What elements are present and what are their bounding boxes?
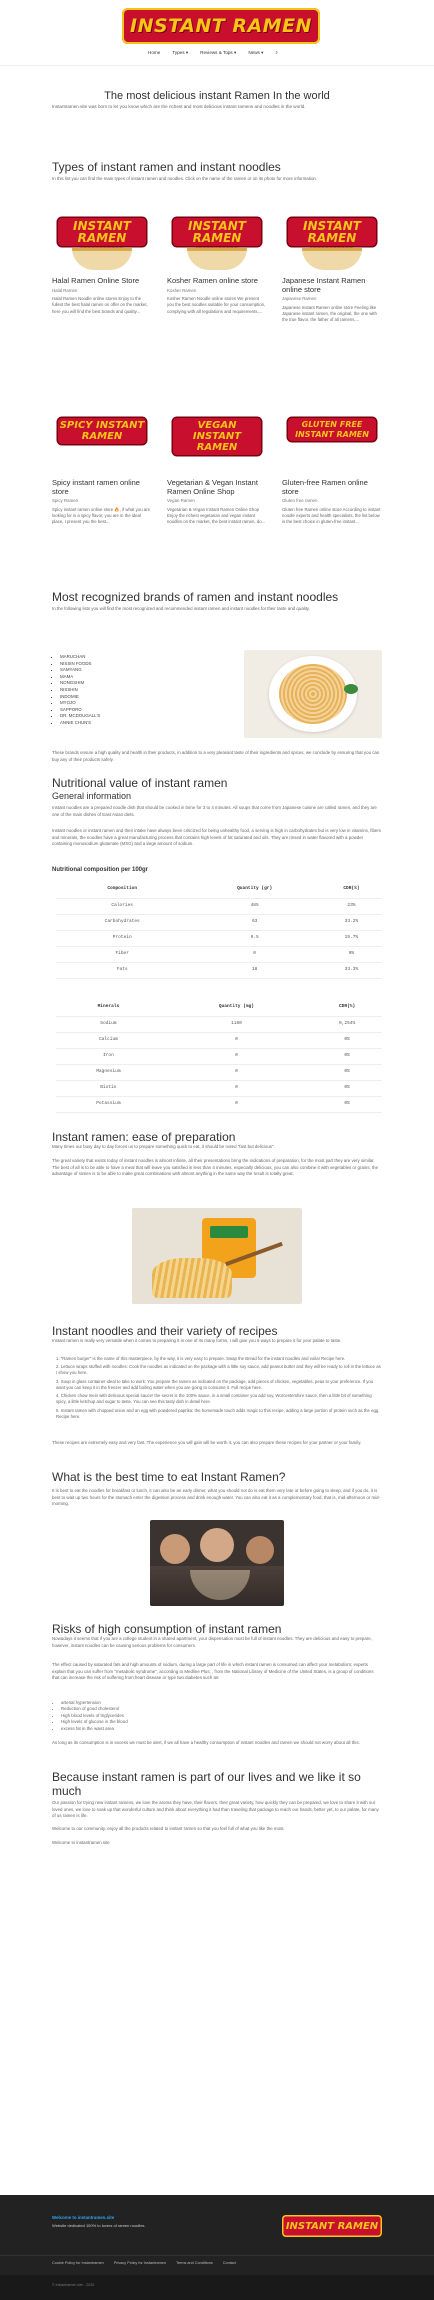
footer-welcome: Welcome to instantramen.site [52,2215,115,2220]
card-title[interactable]: Vegetarian & Vegan Instant Ramen Online Shop [167,478,258,496]
card-category[interactable]: Spicy Ramen [52,498,79,504]
table-cell: 63 [188,914,320,930]
table-cell: 23% [321,898,382,914]
chevron-down-icon: ▾ [234,50,237,55]
types-title: Types of instant ramen and instant noodles [52,160,281,174]
table-row [56,930,382,946]
list-item[interactable]: 4. Chicken chow mein with delicious special sauce! the secret is the 100% sauce, in a small container you add soy, Worcestershire sauce, then a little bit of something spicy, a little ketchup and sugar to taste. You can see this tasty dish in detail here. [56,1393,372,1405]
table-cell: 0% [312,1064,382,1080]
footer-link-terms[interactable]: Terms and Conditions [176,2261,213,2265]
card-image[interactable] [282,414,382,476]
table-cell: 33.2% [321,914,382,930]
table-cell: 0% [321,946,382,962]
table-cell: 33.3% [321,962,382,978]
card-title[interactable]: Kosher Ramen online store [167,276,258,285]
site-header [0,0,434,66]
person-graphic [200,1528,234,1562]
table-cell: 0 [161,1064,312,1080]
table-cell: 0% [312,1080,382,1096]
nav-item-types[interactable] [172,50,188,57]
site-footer [0,2195,434,2300]
ease-p1: Many times our busy day to day forces us to prepare something quick to eat, it should be noted "fast but delicious". [52,1144,275,1149]
type-card[interactable] [52,212,152,315]
card-category[interactable]: Kosher Ramen [167,287,197,293]
brands-list [56,654,100,727]
list-item[interactable]: 3. Soup in glass container ideal to take to work: You prepare the ramen as indicated on the package, add pieces of chicken, vegetables, peas to your preference. If you want you can keep it in the freezer and add boiling water when you are going to consume it. Full recipe here. [56,1378,374,1390]
card-image[interactable] [282,212,382,274]
list-item[interactable]: 5. Instant ramen with chopped onion and an egg with powdered paprika: the homemade touch adds magic to this recipe, adding a large portion of protein such as the egg. Recipe here. [56,1407,380,1419]
table-row [56,898,382,914]
package-label-graphic [210,1226,248,1238]
people-eating-photo [150,1520,284,1606]
main-nav [148,50,278,57]
card-excerpt: Gluten free Ramen online store According to instant noodle experts and health specialists, the list below is the best choice in gluten-free instant... [282,506,381,525]
card-category[interactable]: Gluten free ramen [282,498,318,504]
chevron-down-icon: ▾ [185,50,189,55]
table-cell: Potassium [56,1096,161,1112]
ease-p2: The great variety that exists today of instant noodles is almost infinite, all their presentations bring the indications of preparation, for the most part they are very similar. The best of all is to be able to have a meal that will leave you satisfied in less than 4 minutes, especially delicious, you can also combine it with vegetables or grains, the advantage of ramen is to be able to make great combinations with almost anything in the same way the result is totally great. [52,1158,379,1177]
noodles-photo [244,650,382,738]
brands-title: Most recognized brands of ramen and instant noodles [52,590,339,604]
table-cell: Fats [56,962,188,978]
list-item: • High blood levels of triglycerides [61,1713,128,1719]
nav-item-reviews[interactable] [200,50,236,57]
card-category[interactable]: Vegan Ramen [167,498,195,504]
card-badge: SPICY INSTANT RAMEN [59,420,145,442]
table-cell: Magnesium [56,1064,161,1080]
list-item[interactable]: 2. Lettuce wraps stuffed with noodles: Cook the noodles as indicated on the package with a little soy sauce, add peanut butter and they will be ready to roll in the lettuce as I show you here. [56,1364,381,1376]
footer-links [52,2261,236,2267]
card-badge: INSTANT RAMEN [288,218,376,246]
type-card[interactable] [167,414,267,526]
list-item: • arterial hypertension [61,1700,128,1706]
card-excerpt: Spicy instant ramen online store 🔥, if what you are looking for is a spicy flavor, you are in the ideal place, I present you the best... [52,506,151,525]
footer-copyright: © instantramen.site - 2020 [52,2283,95,2287]
card-badge: VEGAN INSTANT RAMEN [173,418,261,455]
table-row [56,1080,382,1096]
table-cell: 15.7% [321,930,382,946]
table-row [56,962,382,978]
card-excerpt: Vegetarian & Vegan Instant Ramen Online Shop Enjoy the richest vegetarian and vegan instant noodles on the market, the best instant ramen, do... [167,506,266,525]
person-graphic [160,1534,190,1564]
table-header-cell: CDR(%) [312,1000,382,1016]
nav-item-reviews-label: Reviews & Tops [200,50,233,55]
list-item: ▪ NISSHIN [60,687,100,694]
card-category[interactable]: Halal Ramen [52,287,78,293]
table-cell: Carbohydrates [56,914,188,930]
footer-link-contact[interactable]: Contact [222,2261,236,2265]
table-cell: Calories [56,898,188,914]
because-p1: Our passion for trying new instant ramens, we love the aroma they have, their flavors, their great variety, how quickly they can be prepared, we love to share it with our loved ones, we love to soak up that wonderful culture and think about everything it had than traveling that package to reach our hands, better yet, to our palate, for many of us ramen is life. [52,1800,379,1819]
because-p3: Welcome to instantramen.site [52,1840,110,1845]
table-row [56,1096,382,1112]
table-cell: 0 [188,946,320,962]
hero-intro: Instantramen.site was born to let you know which are the richest and most delicious instant ramens and noodles in the world. [52,104,306,109]
nutrition-title: Nutritional value of instant ramen [52,776,228,790]
risks-p2: The effect caused by saturated fats and high amounts of sodium, during a large part of life in which instant ramen is consumed can affect your metabolism; experts explain that you can suffer from "metabolic syndrome", according to Medline Plus, , from the National Library of Medicine of the United States, is a group of conditions that can increase the risk of suffering from heart disease or type two diabetes such as: [52,1662,374,1681]
table-cell: 485 [188,898,320,914]
table-row [56,1016,382,1032]
table-cell: 9.5 [188,930,320,946]
noodle-graphic [279,664,347,724]
list-item: ▪ NISSIN FOODS [60,661,100,668]
recipes-intro: Instant ramen is really very versatile when it comes to preparing it in one of its many forms, I will give you 5 ways to prepare it for your palate to taste. [52,1338,342,1343]
shadow-graphic [150,1566,284,1606]
table-header-cell: Minerals [56,1000,161,1016]
list-item: • Reduction of good cholesterol [61,1706,128,1712]
nav-item-news-label: News [248,50,260,55]
card-excerpt: Halal Ramen Noodle online stores Enjoy to the fullest the best halal ramen on offer on the market, here you will find the best brands and quality... [52,296,148,314]
card-badge: INSTANT RAMEN [173,218,261,246]
table-header-cell: CDR(%) [321,882,382,898]
general-info-p1: Instant noodles are a prepared noodle dish that should be cooked in brine for 3 to 4 minutes. All soups that come from Japanese cuisine are called ramen, and they are one of the main dishes of East Asian diets. [52,805,377,817]
list-item: ▪ NONGSHIM [60,680,100,687]
card-category[interactable]: Japanese Ramen [282,296,317,302]
recipes-outro: These recipes are extremely easy and very fast. The experience you will gain will be worth it, you can also prepare these recipes for your partner or your family. [52,1440,362,1445]
card-image[interactable] [52,414,152,476]
table-cell: Iron [56,1048,161,1064]
table-header-cell: Quantity (mg) [161,1000,312,1016]
card-title[interactable]: Halal Ramen Online Store [52,276,140,285]
because-title: Because instant ramen is part of our lives and we like it so much [52,1770,361,1799]
table-cell: 0% [312,1048,382,1064]
table-cell: Fiber [56,946,188,962]
type-card[interactable] [282,414,382,526]
recipes-title: Instant noodles and their variety of recipes [52,1324,278,1338]
card-badge: GLUTEN FREE INSTANT RAMEN [288,418,376,441]
table-cell: 18 [188,962,320,978]
general-info-p2: Instant noodles or instant ramen and their intake have always been criticized for being unhealthy food, a serving is high in carbohydrates but is very low in vitamins, fibers and minerals, the noodles have a great manufacturing process that contains high levels of fat saturated and oils. They are rinsed in water flavored with a powder containing monosodium glutamate (MSG) and a large amount of sodium. [52,828,381,847]
table-row [56,1064,382,1080]
type-card[interactable] [167,212,267,315]
risks-p3: As long as its consumption is in excess we must be alert, if we all have a healthy consumption of instant noodles and ramen we should not worry about all this. [52,1740,360,1745]
person-graphic [246,1536,274,1564]
footer-link-cookie[interactable]: Cookie Policy for Instantramen [52,2261,104,2265]
table-cell: 0 [161,1080,312,1096]
minerals-table [56,1000,382,1113]
list-item: ▪ ANNIE CHUN'S [60,720,100,727]
noodle-graphic [152,1258,232,1298]
best-time-p1: It is best to eat the noodles for breakfast or lunch, it can also be an early dinner, what you should not do is eat them very late or before going to sleep, and if you do, it is best to wait up two hours for the stomach enter the digestion process and drink enough water. You can also eat it as a complementary food, that is, mid-afternoon or mid-morning. [52,1488,381,1507]
risks-title: Risks of high consumption of instant ramen [52,1622,282,1636]
footer-divider [0,2255,434,2256]
site-logo[interactable] [122,8,320,44]
card-image[interactable] [167,212,267,274]
page-title: The most delicious instant Ramen In the world [104,90,330,102]
search-icon[interactable]: ⌕ [275,50,278,55]
table-row [56,1032,382,1048]
card-badge: INSTANT RAMEN [58,218,146,246]
card-title[interactable]: Spicy instant ramen online store [52,478,140,496]
list-item: ▪ DR. MCDOUGALL'S [60,713,100,720]
list-item: ▪ SAMYANG [60,667,100,674]
footer-logo[interactable] [282,2215,382,2237]
table-header-cell: Composition [56,882,188,898]
composition-table [56,882,382,979]
table-cell: 0 [161,1048,312,1064]
table-cell: 0% [312,1032,382,1048]
table-cell: 1160 [161,1016,312,1032]
nav-item-types-label: Types [172,50,185,55]
types-intro: In this list you can find the main types of instant ramen and noodles. Click on the name of the ramen or on its photo for more information. [52,176,318,181]
table-cell: Protein [56,930,188,946]
card-image[interactable] [167,414,267,476]
composition-title: Nutritional composition per 100gr [52,867,149,873]
table-cell: Biotin [56,1080,161,1096]
general-info-title: General information [52,791,132,801]
chevron-down-icon: ▾ [261,50,264,55]
list-item: ▪ SAPPORO [60,707,100,714]
risks-list [56,1700,128,1732]
table-cell: Sodium [56,1016,161,1032]
card-excerpt: Japanese Instant Ramen online store Feeling like Japanese instant ramen, the original, the one with the true flavor, the father of all ramens,... [282,304,377,323]
list-item: ▪ INDOMIE [60,694,100,701]
card-excerpt: Kosher Ramen Noodle online stores We present you the best noodles suitable for your consumption, complying with all regulations and requirements,... [167,296,266,314]
list-item: ▪ MYOJO [60,700,100,707]
table-row [56,946,382,962]
table-row [56,1048,382,1064]
list-item: ▪ MAMA [60,674,100,681]
ease-title: Instant ramen: ease of preparation [52,1130,236,1144]
card-title[interactable]: Japanese Instant Ramen online store [282,276,366,294]
card-title[interactable]: Gluten-free Ramen online store [282,478,368,496]
bowl-graphic [72,248,132,270]
risks-p1: Nowadays it seems that if you are a college student in a shared apartment, your dispensation must be full of instant noodles. They are delicious and easy to prepare, however, instant noodles can be causing serious problems for consumers. [52,1636,372,1648]
list-item[interactable]: 1. "Ramen burger" is the name of this masterpiece, by the way, it is very easy to prepare. Swap the Bread for the instant noodles and voila! Recipe here. [56,1356,346,1361]
nav-item-news[interactable] [248,50,263,57]
table-cell: 0,254% [312,1016,382,1032]
table-cell: 0% [312,1096,382,1112]
footer-logo-text: INSTANT RAMEN [285,2220,379,2232]
table-header-cell: Quantity (gr) [188,882,320,898]
bowl-graphic [302,248,362,270]
table-cell: 0 [161,1096,312,1112]
table-header-row [56,1000,382,1016]
brands-intro: In the following lists you will find the most recognized and recommended instant ramen and instant noodles for their taste and quality. [52,606,310,611]
list-item: • High levels of glucose in the blood [61,1719,128,1725]
footer-link-privacy[interactable]: Privacy Policy for Instantramen [113,2261,167,2265]
footer-tagline: Website dedicated 100% to lovers of ramen noodles. [52,2223,146,2228]
table-row [56,914,382,930]
bowl-graphic [187,248,247,270]
type-card[interactable] [52,414,152,526]
table-header-row [56,882,382,898]
table-cell: Calcium [56,1032,161,1048]
leaf-graphic [344,684,358,694]
recipes-list [56,1356,382,1422]
card-image[interactable] [52,212,152,274]
best-time-title: What is the best time to eat Instant Ramen? [52,1470,286,1484]
logo-text: INSTANT RAMEN [130,14,312,37]
ramen-package-photo [132,1208,302,1304]
table-cell: 0 [161,1032,312,1048]
nav-item-home[interactable]: Home [148,50,161,55]
list-item: • excess fat in the waist area [61,1726,128,1732]
list-item: ▪ MARUCHAN [60,654,100,661]
type-card[interactable] [282,212,382,324]
because-p2: Welcome to our community, enjoy all the products related to instant ramen so that you feel full of what you like the most. [52,1826,285,1831]
brands-outro: These brands ensure a high quality and health in their products, in addition to a very pleasant taste of their ingredients and spices, we conclude by ensuring that you can buy any of their products safely. [52,750,380,762]
